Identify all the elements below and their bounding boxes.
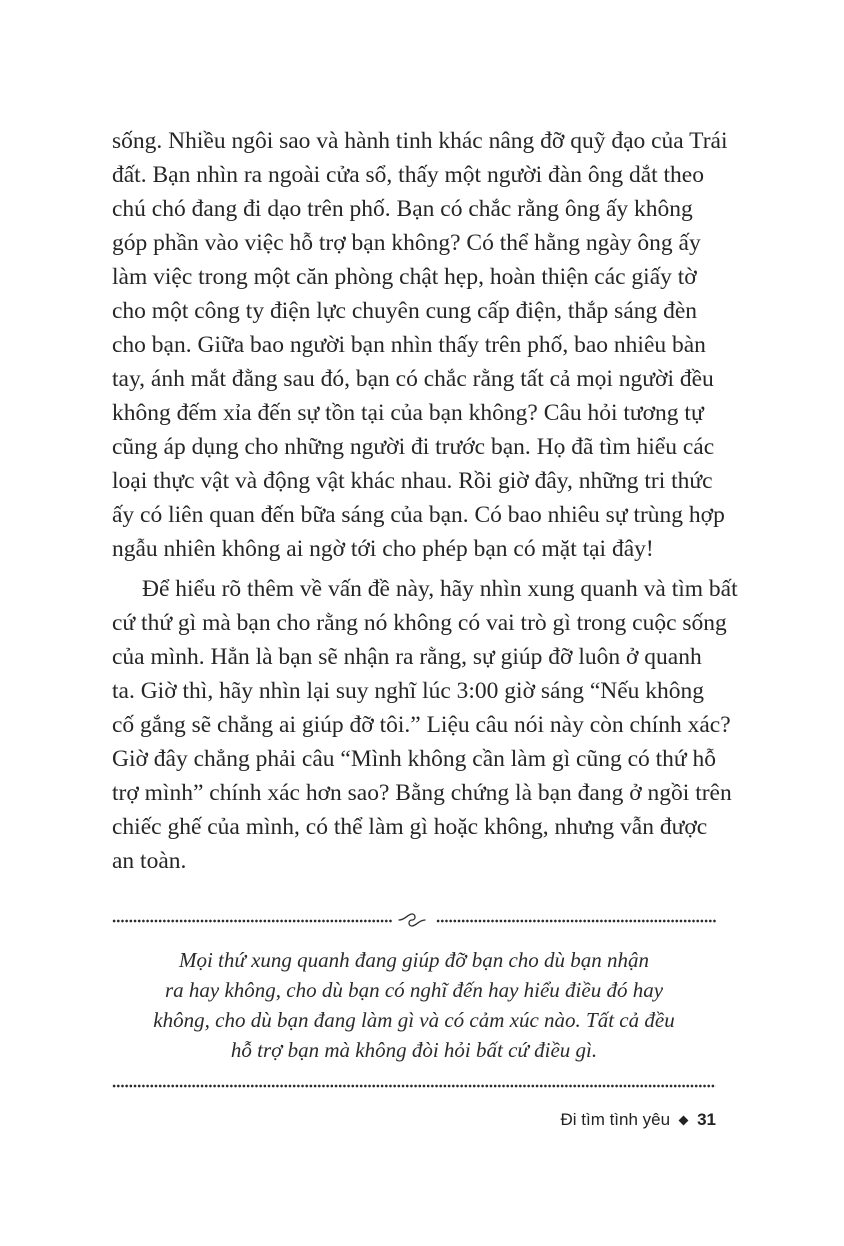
text-line: chiếc ghế của mình, có thể làm gì hoặc không, nhưng vẫn được (112, 814, 708, 840)
text-line: ta. Giờ thì, hãy nhìn lại suy nghĩ lúc 3:00 giờ sáng “Nếu không (112, 678, 705, 704)
running-title: Đi tìm tình yêu (560, 1110, 671, 1129)
text-line: đất. Bạn nhìn ra ngoài cửa sổ, thấy một người đàn ông dắt theo (112, 162, 704, 188)
text-line: Giờ đây chẳng phải câu “Mình không cần làm gì cũng có thứ hỗ (112, 746, 717, 772)
bottom-divider (112, 1084, 716, 1088)
text-line: an toàn. (112, 848, 187, 874)
text-line: cho một công ty điện lực chuyên cung cấp điện, thắp sáng đèn (112, 298, 698, 324)
page-footer (560, 1110, 716, 1130)
text-line: cố gắng sẽ chẳng ai giúp đỡ tôi.” Liệu câu nói này còn chính xác? (112, 712, 731, 738)
quote-line: ra hay không, cho dù bạn có nghĩ đến hay hiểu điều đó hay (164, 978, 664, 1002)
text-line: góp phần vào việc hỗ trợ bạn không? Có thể hằng ngày ông ấy (112, 230, 701, 256)
text-line: cho bạn. Giữa bao người bạn nhìn thấy trên phố, bao nhiêu bàn (112, 332, 706, 358)
text-line: ấy có liên quan đến bữa sáng của bạn. Có bao nhiêu sự trùng hợp (112, 502, 725, 528)
text-line: sống. Nhiều ngôi sao và hành tinh khác nâng đỡ quỹ đạo của Trái (112, 128, 728, 154)
page-number: 31 (697, 1110, 716, 1129)
flourish-ornament-icon (396, 908, 428, 932)
text-line: chú chó đang đi dạo trên phố. Bạn có chắc rằng ông ấy không (112, 196, 693, 222)
text-line: tay, ánh mắt đằng sau đó, bạn có chắc rằng tất cả mọi người đều (112, 366, 714, 392)
text-line: cứ thứ gì mà bạn cho rằng nó không có vai trò gì trong cuộc sống (112, 610, 727, 636)
text-line: làm việc trong một căn phòng chật hẹp, hoàn thiện các giấy tờ (112, 264, 697, 290)
text-line: trợ mình” chính xác hơn sao? Bằng chứng là bạn đang ở ngồi trên (112, 780, 732, 806)
text-line: ngẫu nhiên không ai ngờ tới cho phép bạn có mặt tại đây! (112, 536, 654, 562)
diamond-bullet-icon (679, 1115, 689, 1125)
quote-line: không, cho dù bạn đang làm gì và có cảm xúc nào. Tất cả đều (153, 1008, 675, 1032)
text-line: của mình. Hẳn là bạn sẽ nhận ra rằng, sự giúp đỡ luôn ở quanh (112, 644, 702, 670)
dotted-rule-right (436, 919, 716, 923)
dotted-rule-left (112, 919, 392, 923)
text-line: không đếm xỉa đến sự tồn tại của bạn không? Câu hỏi tương tự (112, 400, 704, 426)
text-line: loại thực vật và động vật khác nhau. Rồi giờ đây, những tri thức (112, 468, 713, 494)
text-line: Để hiểu rõ thêm về vấn đề này, hãy nhìn xung quanh và tìm bất (142, 576, 738, 602)
quote-line: Mọi thứ xung quanh đang giúp đỡ bạn cho dù bạn nhận (178, 948, 650, 972)
dotted-rule (112, 1084, 716, 1088)
top-divider (112, 919, 716, 923)
quote-line: hỗ trợ bạn mà không đòi hỏi bất cứ điều gì. (230, 1038, 598, 1062)
text-line: cũng áp dụng cho những người đi trước bạn. Họ đã tìm hiểu các (112, 434, 715, 460)
